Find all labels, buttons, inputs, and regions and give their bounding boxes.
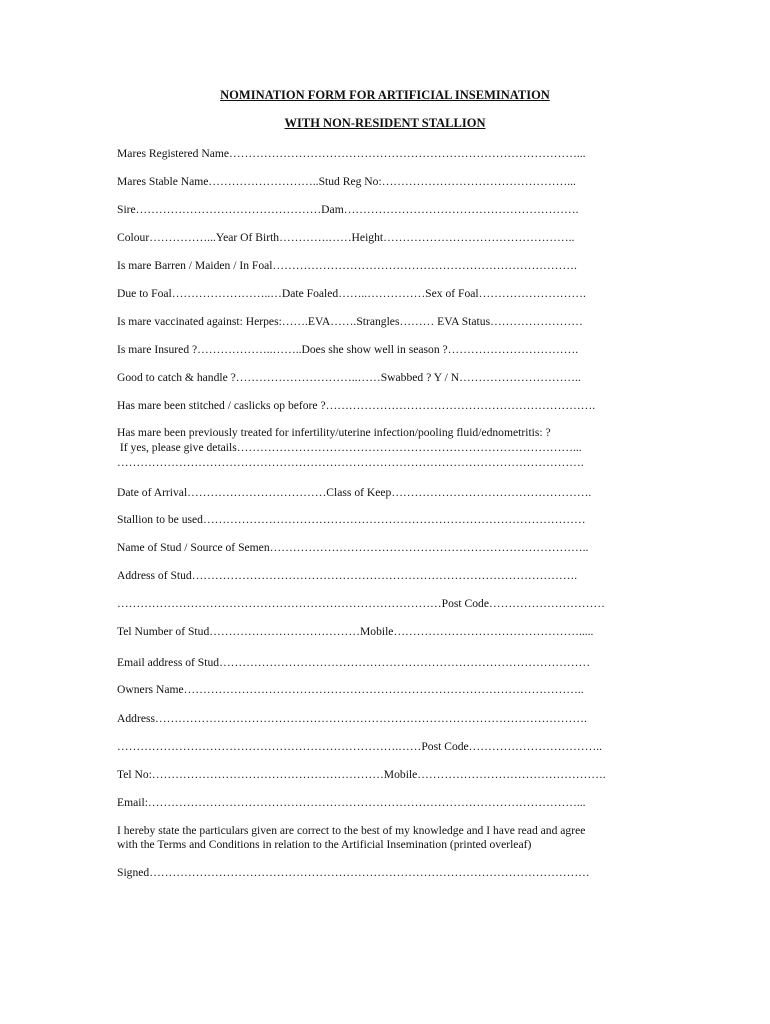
mares-stable-name-field[interactable]: Mares Stable Name………………………..Stud Reg No:…………………………………………... — [117, 175, 576, 188]
insured-season-field[interactable]: Is mare Insured ?………………..……..Does she show well in season ?……………………………. — [117, 343, 579, 356]
previous-treatment-question: Has mare been previously treated for infertility/uterine infection/pooling fluid/ednometritis: ? — [117, 426, 551, 439]
colour-year-height-field[interactable]: Colour……………...Year Of Birth………….……Height………………………………………….. — [117, 231, 575, 244]
stud-source-field[interactable]: Name of Stud / Source of Semen……………………………………………………………………….. — [117, 541, 589, 554]
barren-maiden-foal-field[interactable]: Is mare Barren / Maiden / In Foal……………………………………………………………………. — [117, 259, 577, 272]
owner-postcode-field[interactable]: ……………………………………………………………….……Post Code…………………………….. — [117, 740, 603, 753]
stud-address-field[interactable]: Address of Stud………………………………………………………………………………………. — [117, 569, 578, 582]
stud-tel-mobile-field[interactable]: Tel Number of Stud…………………………………Mobile…………………………………………..... — [117, 625, 594, 638]
treatment-details-continued-field[interactable]: …………………………………………………………………………………………………………. — [117, 456, 584, 469]
stud-postcode-field[interactable]: …………………………………………………………………………Post Code………………………… — [117, 597, 605, 610]
stitched-caslicks-field[interactable]: Has mare been stitched / caslicks op before ?……………………………………………………………. — [117, 399, 596, 412]
stallion-field[interactable]: Stallion to be used……………………………………………………………………………………… — [117, 513, 586, 526]
signed-field[interactable]: Signed…………………………………………………………………………………………………… — [117, 866, 590, 879]
declaration-line-1: I hereby state the particulars given are correct to the best of my knowledge and I have read and agree — [117, 824, 586, 837]
owner-email-field[interactable]: Email:…………………………………………………………………………………………………... — [117, 796, 586, 809]
form-subtitle: WITH NON-RESIDENT STALLION — [284, 116, 486, 130]
owners-name-field[interactable]: Owners Name………………………………………………………………………………………….. — [117, 683, 584, 696]
sire-dam-field[interactable]: Sire…………………………………………Dam……………………………………………………. — [117, 203, 579, 216]
treatment-details-field[interactable]: If yes, please give details……………………………………………………………………………... — [117, 441, 582, 454]
due-to-foal-field[interactable]: Due to Foal……………………..…Date Foaled……..……………Sex of Foal………………………. — [117, 287, 586, 300]
owner-tel-mobile-field[interactable]: Tel No:……………………………………………………Mobile…………………………………………. — [117, 768, 606, 781]
vaccination-field[interactable]: Is mare vaccinated against: Herpes:…….EVA…….Strangles……… EVA Status…………………… — [117, 315, 583, 328]
declaration-line-2: with the Terms and Conditions in relation to the Artificial Insemination (printed overleaf) — [117, 838, 532, 851]
stud-email-field[interactable]: Email address of Stud…………………………………………………………………………………… — [117, 656, 591, 669]
catch-handle-swabbed-field[interactable]: Good to catch & handle ?…………………………..……Swabbed ? Y / N………………………….. — [117, 371, 581, 384]
arrival-keep-field[interactable]: Date of Arrival………………………………Class of Keep……………………………………………. — [117, 486, 592, 499]
mares-registered-name-field[interactable]: Mares Registered Name………………………………………………………………………………... — [117, 147, 586, 160]
form-title: NOMINATION FORM FOR ARTIFICIAL INSEMINATION — [220, 88, 550, 102]
owner-address-field[interactable]: Address…………………………………………………………………………………………………. — [117, 712, 587, 725]
